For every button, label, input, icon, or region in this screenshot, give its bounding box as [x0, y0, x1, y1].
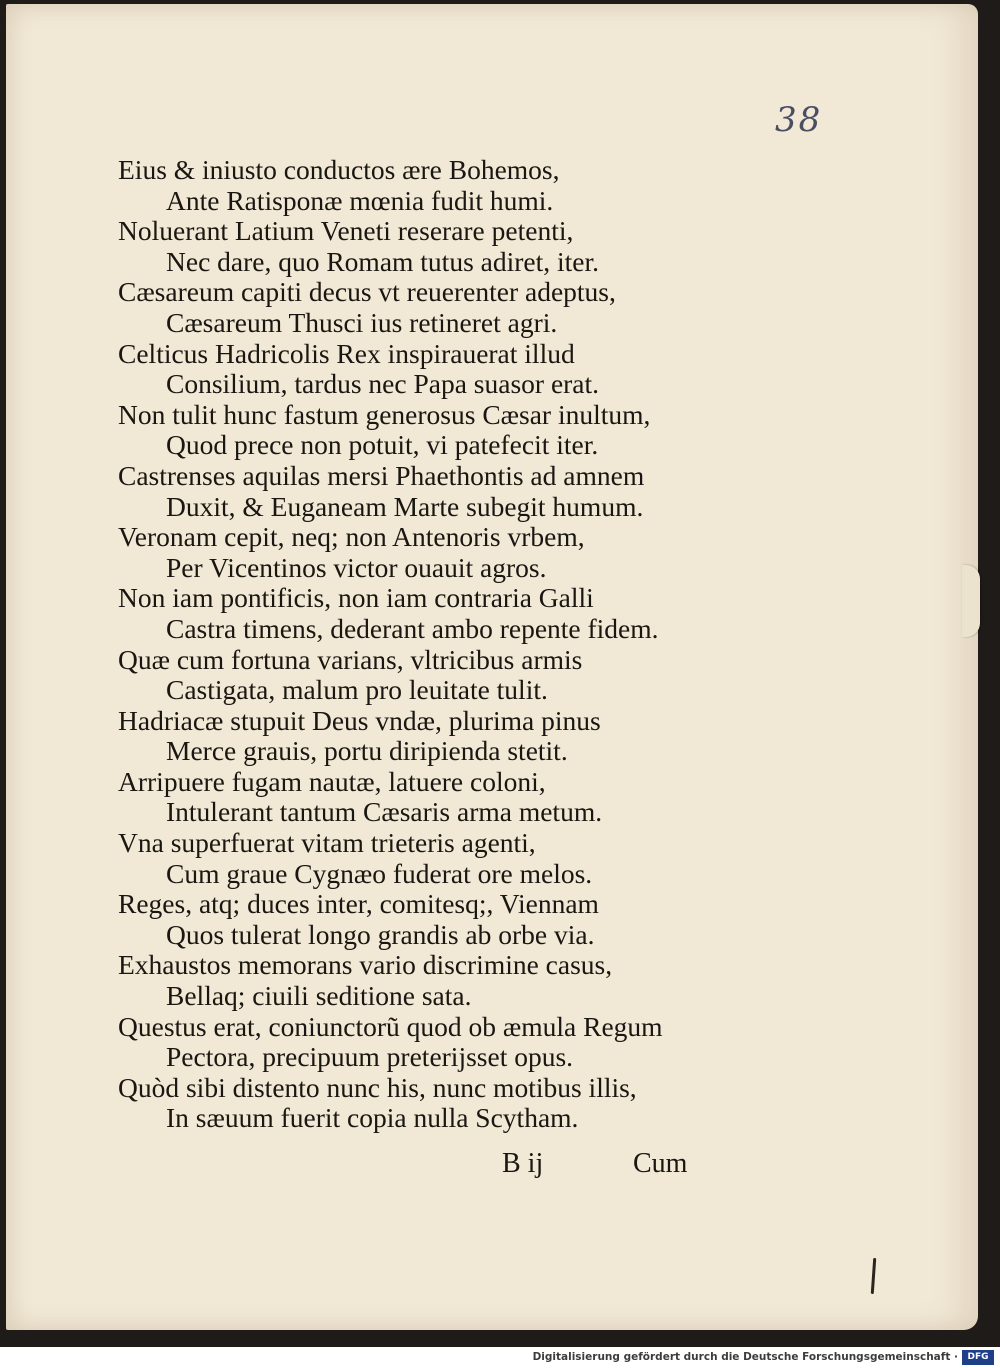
catchword: Cum	[633, 1148, 688, 1179]
verse-line: Vna superfuerat vitam trieteris agenti,	[118, 827, 536, 859]
verse-line: Ante Ratisponæ mœnia fudit humi.	[166, 184, 554, 216]
verse-line: Exhaustos memorans vario discrimine casus,	[118, 949, 613, 981]
verse-line: Intulerant tantum Cæsaris arma metum.	[166, 796, 603, 828]
verse-line: Cæsareum capiti decus vt reuerenter adeptus,	[118, 276, 616, 308]
page-edge-tab	[962, 565, 980, 637]
verse-line: Merce grauis, portu diripienda stetit.	[166, 735, 568, 767]
verse-line: Eius & iniusto conductos ære Bohemos,	[118, 154, 560, 185]
verse-line: Cum graue Cygnæo fuderat ore melos.	[166, 857, 593, 889]
verse-line: Duxit, & Euganeam Marte subegit humum.	[166, 490, 644, 522]
digitization-footer	[0, 1347, 1000, 1368]
verse-line: Non iam pontificis, non iam contraria Galli	[118, 582, 594, 614]
verse-line: Questus erat, coniunctorũ quod ob æmula Regum	[118, 1010, 663, 1042]
verse-block	[104, 155, 724, 1134]
verse-line: Bellaq; ciuili seditione sata.	[166, 980, 472, 1012]
verse-line: Per Vicentinos victor ouauit agros.	[166, 551, 547, 583]
verse-line: Castrenses aquilas mersi Phaethontis ad amnem	[118, 459, 645, 491]
folio-number: 38	[775, 100, 823, 140]
signature-mark: B ij	[502, 1148, 544, 1179]
verse-line: Quos tulerat longo grandis ab orbe via.	[166, 918, 595, 950]
verse-line: Castigata, malum pro leuitate tulit.	[166, 674, 548, 706]
verse-line: Consilium, tardus nec Papa suasor erat.	[166, 368, 600, 400]
verse-line: Quod prece non potuit, vi patefecit iter.	[166, 429, 599, 461]
verse-line: Nec dare, quo Romam tutus adiret, iter.	[166, 245, 600, 277]
verse-line: Reges, atq; duces inter, comitesq;, Viennam	[118, 888, 599, 920]
verse-line: Noluerant Latium Veneti reserare petenti,	[118, 215, 574, 247]
verse-line: Quæ cum fortuna varians, vltricibus armis	[118, 643, 583, 675]
dfg-logo-icon: DFG	[962, 1350, 994, 1365]
verse-line: Celticus Hadricolis Rex inspirauerat illud	[118, 337, 575, 369]
verse-line: Pectora, precipuum preterijsset opus.	[166, 1041, 574, 1073]
verse-line: Hadriacæ stupuit Deus vndæ, plurima pinus	[118, 704, 601, 736]
verse-line: Arripuere fugam nautæ, latuere coloni,	[118, 765, 546, 797]
verse-line: Non tulit hunc fastum generosus Cæsar inultum,	[118, 398, 651, 430]
verse-line: Cæsareum Thusci ius retineret agri.	[166, 306, 558, 338]
verse-line: Veronam cepit, neq; non Antenoris vrbem,	[118, 521, 585, 553]
footer-credit: Digitalisierung gefördert durch die Deutsche Forschungsgemeinschaft ·	[532, 1351, 958, 1363]
verse-line: In sæuum fuerit copia nulla Scytham.	[166, 1102, 579, 1134]
verse-line: Castra timens, dederant ambo repente fidem.	[166, 612, 659, 644]
verse-line: Quòd sibi distento nunc his, nunc motibus illis,	[118, 1071, 637, 1103]
